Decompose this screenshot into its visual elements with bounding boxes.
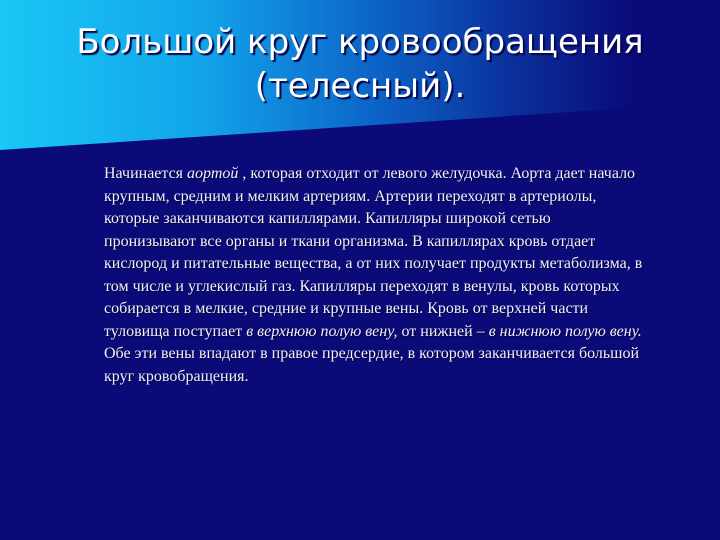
- body-text-part-4: Обе эти вены впадают в правое предсердие, в котором заканчивается большой круг кровобращения.: [104, 345, 640, 385]
- slide-title-line-1: Большой круг кровообращения: [76, 22, 644, 62]
- body-emphasis-inferior-vena-cava: в нижнюю полую вену.: [488, 322, 642, 340]
- body-emphasis-superior-vena-cava: в верхнюю полую вену,: [246, 322, 398, 340]
- body-emphasis-aorta: аортой: [187, 165, 239, 182]
- body-text-part-3: от нижней –: [397, 322, 489, 340]
- slide-title: [40, 20, 680, 108]
- slide-title-line-2: (телесный).: [254, 66, 466, 106]
- body-text-part-1: Начинается: [104, 165, 188, 182]
- body-text-part-2: , которая отходит от левого желудочка. Аорта дает начало крупным, средним и мелким артериям. Артерии переходят в артериолы, которые заканчиваются капиллярами. Капилляры широкой сетью пронизывают все органы и ткани организма. В капиллярах кровь отдает кислород и питательные вещества, а от них получает продукты метаболизма, в том числе и углекислый газ. Капилляры переходят в венулы, кровь которых собирается в мелкие, средние и крупные вены. Кровь от верхней части туловища поступает: [104, 165, 643, 340]
- body-paragraph: [104, 163, 644, 388]
